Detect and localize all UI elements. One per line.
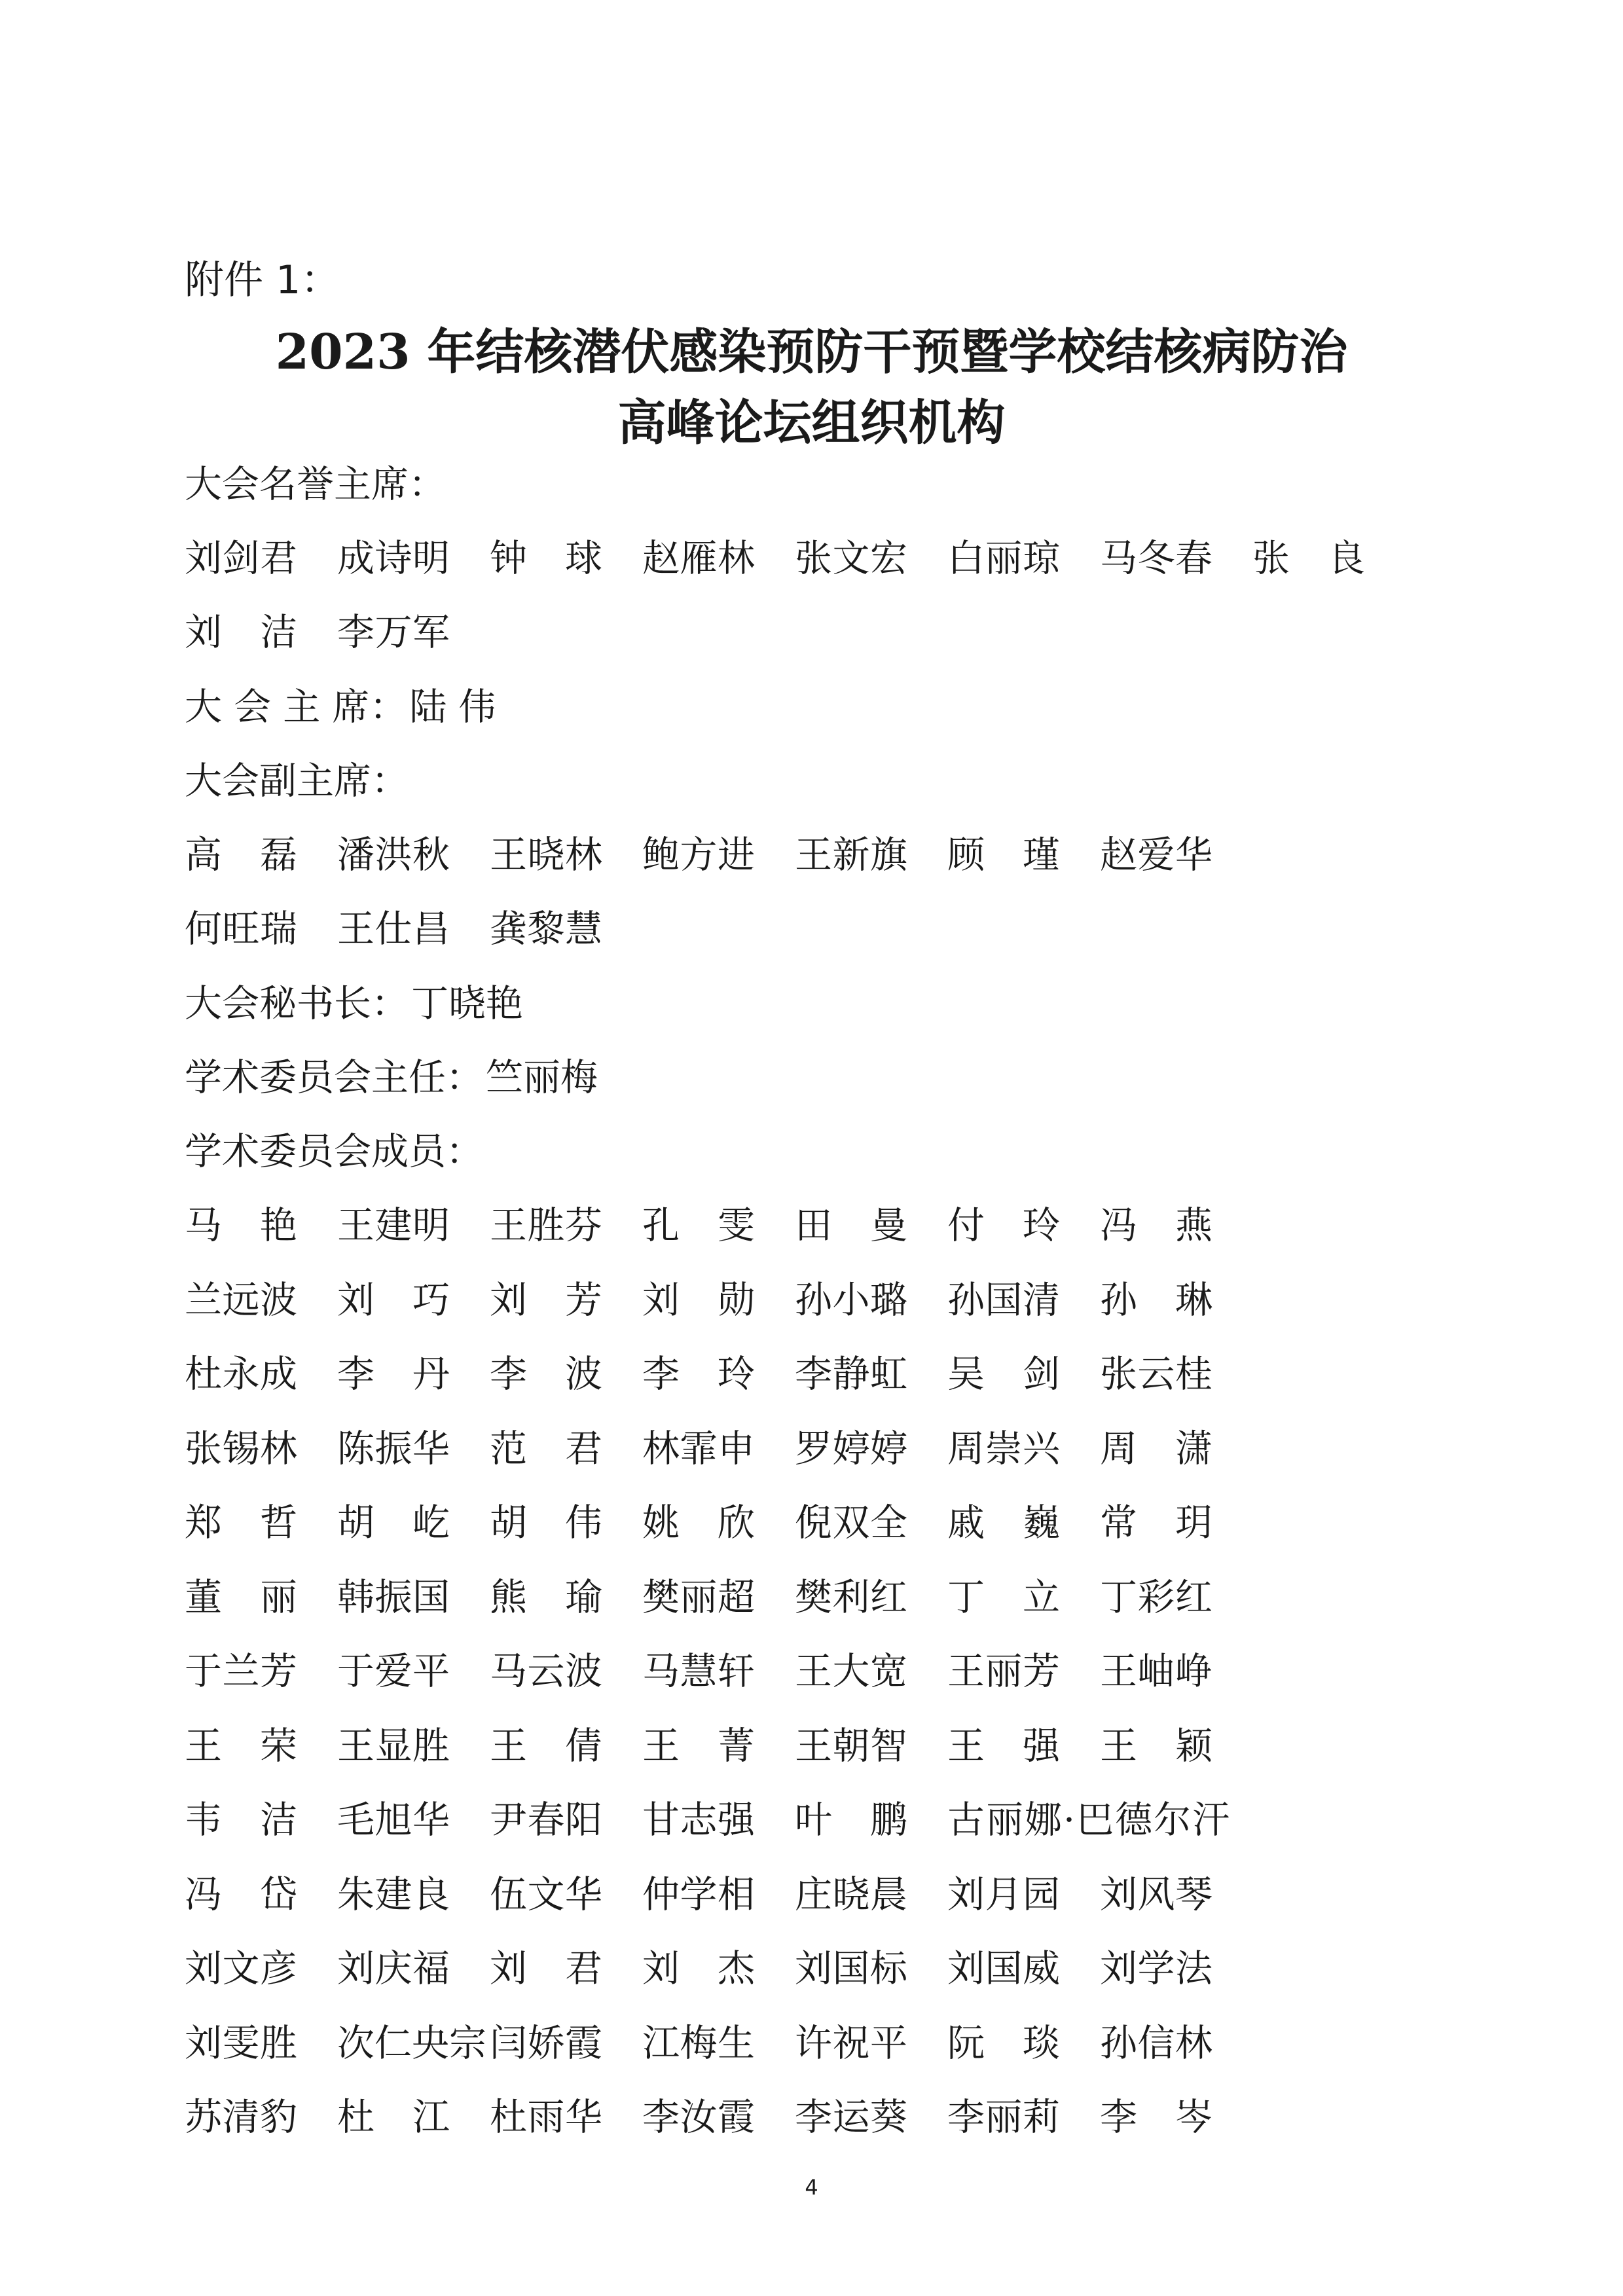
person-name: 王 晓 林 [490,833,602,877]
person-name: 刘 君 [490,1947,602,1990]
person-name: 田 曼 [795,1204,907,1247]
academic-director-line [185,1051,598,1104]
chair-line [185,681,496,733]
person-name: 杜 江 [337,2096,450,2139]
person-name: 周 潇 [1100,1427,1213,1470]
person-name: 刘 剑 君 [185,537,297,580]
person-name: 李 汝 霞 [642,2096,755,2139]
person-name: 王 颖 [1100,1724,1213,1768]
person-name: 李 玲 [642,1353,755,1396]
person-name: 白 丽 琼 [947,537,1060,580]
person-name: 赵 雁 林 [642,537,755,580]
academic-members-label: 学术委员会成员： [185,1130,483,1173]
person-name: 仲 学 相 [642,1872,755,1916]
person-name: 赵 爱 华 [1100,833,1213,877]
person-name: 叶 鹏 [795,1798,907,1842]
person-name: 许 祝 平 [795,2021,907,2065]
person-name: 张 文 宏 [795,537,907,580]
person-name: 李 静 虹 [795,1353,907,1396]
person-name: 甘 志 强 [642,1798,755,1842]
person-name: 苏 清 豹 [185,2096,297,2139]
person-name: 庄 晓 晨 [795,1872,907,1916]
person-name: 刘 月 园 [947,1872,1060,1916]
person-name: 刘 勋 [642,1278,755,1322]
person-name: 杜 永 成 [185,1353,297,1396]
person-name: 王 朝 智 [795,1724,907,1768]
secretary-general-line [185,977,523,1030]
person-name: 罗 婷 婷 [795,1427,907,1470]
person-name: 伍 文 华 [490,1872,602,1916]
person-name: 王 显 胜 [337,1724,450,1768]
person-name: 王 荣 [185,1724,297,1768]
person-name: 王 倩 [490,1724,602,1768]
person-name: 潘 洪 秋 [337,833,450,877]
person-name: 孔 雯 [642,1204,755,1247]
person-name: 王 新 旗 [795,833,907,877]
person-name: 李 丽 莉 [947,2096,1060,2139]
person-name: 李 丹 [337,1353,450,1396]
person-name: 鲍 方 进 [642,833,755,877]
person-name: 马 慧 轩 [642,1650,755,1693]
person-name: 倪 双 全 [795,1501,907,1544]
person-name: 胡 屹 [337,1501,450,1544]
person-name: 范 君 [490,1427,602,1470]
person-name: 尹 春 阳 [490,1798,602,1842]
honorary-chair-label: 大会名誉主席： [185,463,446,506]
person-name: 韦 洁 [185,1798,297,1842]
person-name: 刘 芳 [490,1278,602,1322]
person-name: 于 兰 芳 [185,1650,297,1693]
person-name: 常 玥 [1100,1501,1213,1544]
person-name: 古丽娜·巴德尔汗 [947,1798,1231,1842]
secretary-general-label: 大会秘书长： [185,982,409,1025]
person-name: 孙 小 璐 [795,1278,907,1322]
academic-director-label: 学术委员会主任： [185,1056,483,1099]
person-name: 刘 国 标 [795,1947,907,1990]
page-number: 4 [805,2175,818,2200]
person-name: 董 丽 [185,1575,297,1619]
person-name: 孙 琳 [1100,1278,1213,1322]
person-name: 杜 雨 华 [490,2096,602,2139]
person-name: 兰 远 波 [185,1278,297,1322]
person-name: 马 冬 春 [1100,537,1213,580]
person-name: 韩 振 国 [337,1575,450,1619]
person-name: 周 崇 兴 [947,1427,1060,1470]
person-name: 李 岑 [1100,2096,1213,2139]
person-name: 付 玲 [947,1204,1060,1247]
person-name: 李 万 军 [337,611,450,654]
person-name: 戚 巍 [947,1501,1060,1544]
person-name: 刘 庆 福 [337,1947,450,1990]
person-name: 刘 文 彦 [185,1947,297,1990]
person-name: 王 丽 芳 [947,1650,1060,1693]
person-name: 毛 旭 华 [337,1798,450,1842]
attachment-label: 附件 1： [185,257,340,303]
vice-chair-label: 大会副主席： [185,759,409,803]
person-name: 孙 信 林 [1100,2021,1213,2065]
person-name: 刘 杰 [642,1947,755,1990]
person-name: 李 运 葵 [795,2096,907,2139]
person-name: 马 云 波 [490,1650,602,1693]
person-name: 高 磊 [185,833,297,877]
person-name: 马 艳 [185,1204,297,1247]
person-name: 樊 丽 超 [642,1575,755,1619]
person-name: 刘 雯 胜 [185,2021,297,2065]
person-name: 刘 巧 [337,1278,450,1322]
person-name: 冯 岱 [185,1872,297,1916]
person-name: 闫 娇 霞 [490,2021,602,2065]
person-name: 王 胜 芬 [490,1204,602,1247]
person-name: 王 菁 [642,1724,755,1768]
person-name: 樊 利 红 [795,1575,907,1619]
chair-label: 大 会 主 席： [185,685,407,729]
document-title-line2: 高峰论坛组织机构 [617,395,1006,451]
person-name: 王 仕 昌 [337,907,450,951]
person-name: 顾 瑾 [947,833,1060,877]
person-name: 张 云 桂 [1100,1353,1213,1396]
person-name: 王 大 宽 [795,1650,907,1693]
chair-name: 陆 伟 [409,685,496,729]
person-name: 张 锡 林 [185,1427,297,1470]
person-name: 成 诗 明 [337,537,450,580]
person-name: 王 强 [947,1724,1060,1768]
person-name: 姚 欣 [642,1501,755,1544]
person-name: 朱 建 良 [337,1872,450,1916]
person-name: 孙 国 清 [947,1278,1060,1322]
person-name: 熊 瑜 [490,1575,602,1619]
person-name: 郑 哲 [185,1501,297,1544]
document-title-line1: 2023 年结核潜伏感染预防干预暨学校结核病防治 [275,324,1348,380]
person-name: 王 岫 峥 [1100,1650,1213,1693]
person-name: 龚 黎 慧 [490,907,602,951]
person-name: 丁 立 [947,1575,1060,1619]
person-name: 刘 学 法 [1100,1947,1213,1990]
person-name: 何 旺 瑞 [185,907,297,951]
person-name: 张 良 [1252,537,1365,580]
person-name: 林 霏 申 [642,1427,755,1470]
person-name: 阮 琰 [947,2021,1060,2065]
person-name: 丁 彩 红 [1100,1575,1213,1619]
person-name: 胡 伟 [490,1501,602,1544]
person-name: 王 建 明 [337,1204,450,1247]
person-name: 冯 燕 [1100,1204,1213,1247]
secretary-general-name: 丁晓艳 [411,982,523,1025]
person-name: 刘 风 琴 [1100,1872,1213,1916]
person-name: 李 波 [490,1353,602,1396]
person-name: 陈 振 华 [337,1427,450,1470]
person-name: 刘 国 威 [947,1947,1060,1990]
person-name: 吴 剑 [947,1353,1060,1396]
person-name: 钟 球 [490,537,602,580]
person-name: 江 梅 生 [642,2021,755,2065]
person-name: 于 爱 平 [337,1650,450,1693]
person-name: 次仁央宗 [337,2021,486,2065]
academic-director-name: 竺丽梅 [486,1056,598,1099]
person-name: 刘 洁 [185,611,297,654]
